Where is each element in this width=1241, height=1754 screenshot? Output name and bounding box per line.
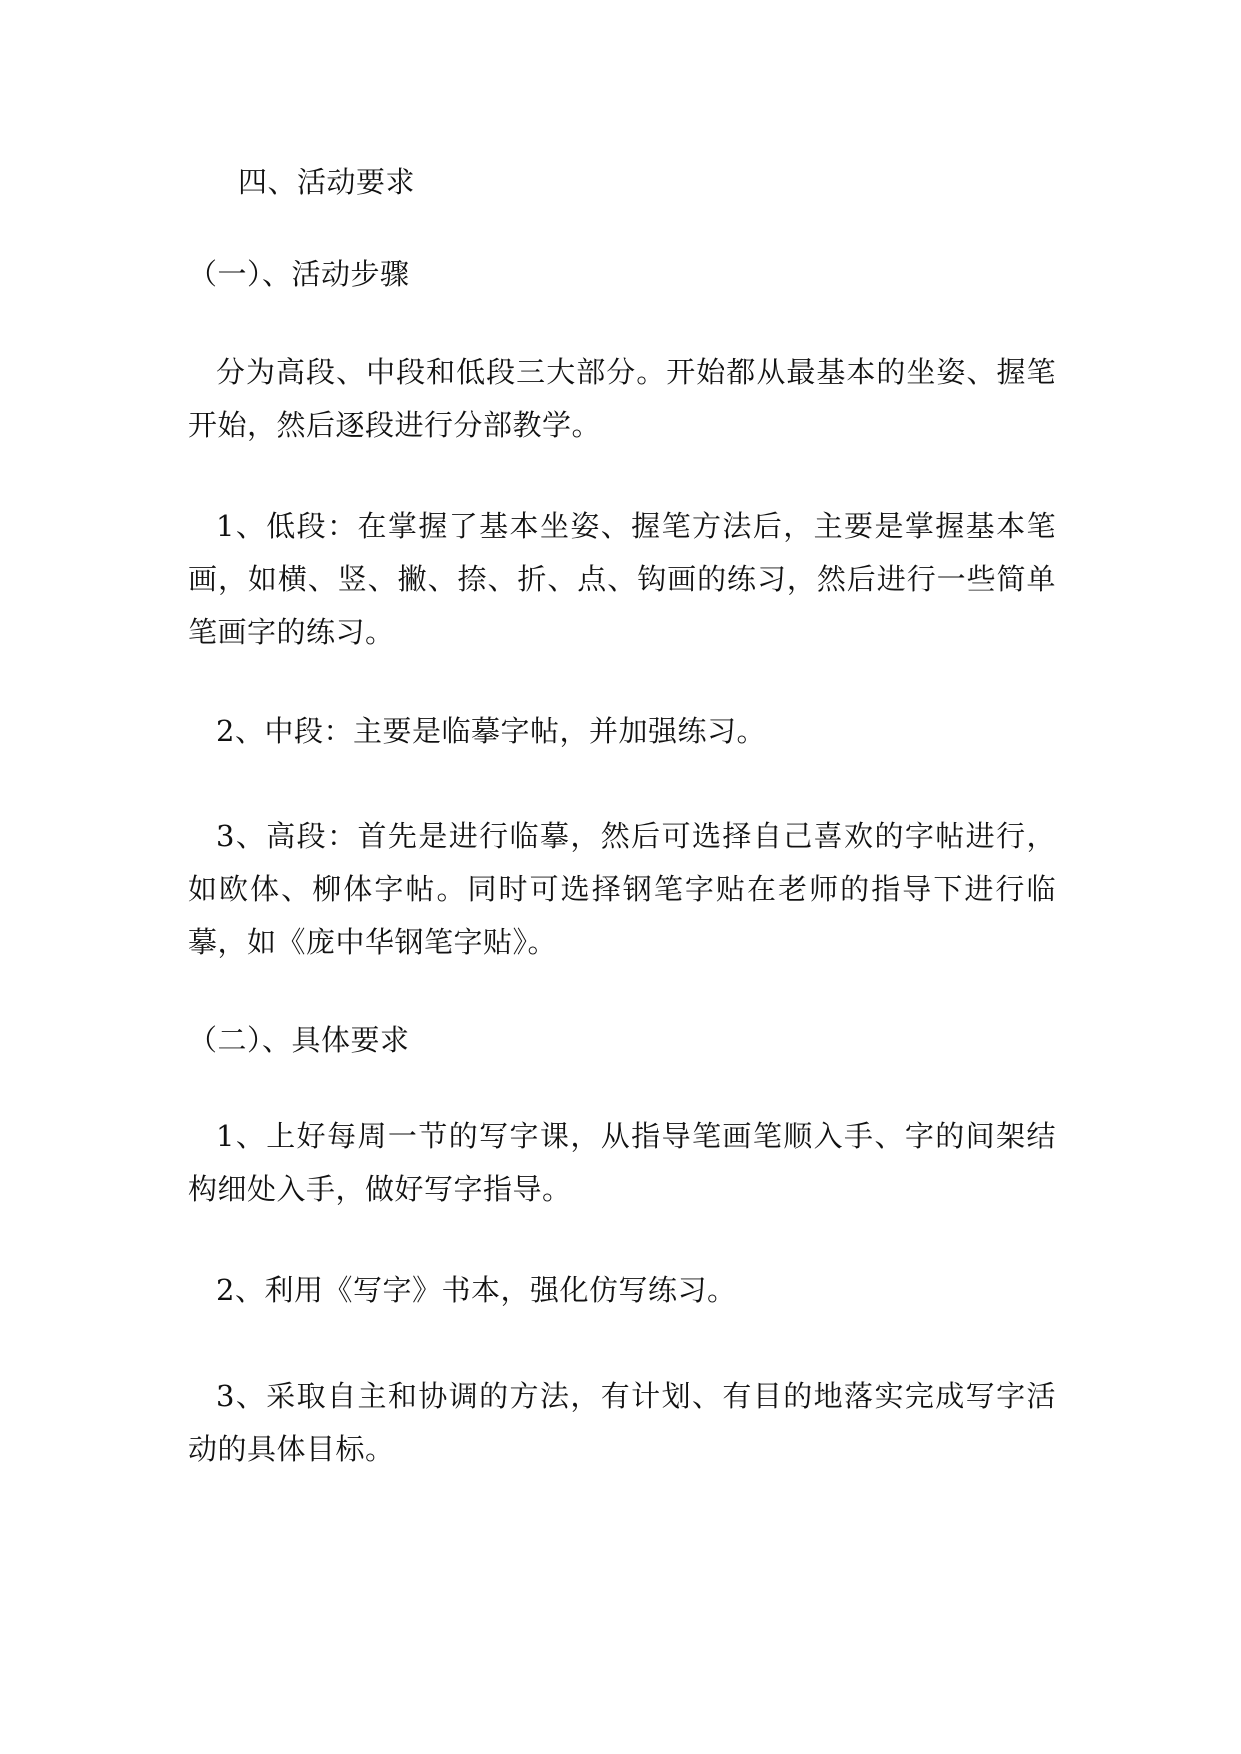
requirement-1-paragraph	[188, 1110, 1056, 1216]
subsection-title-steps: （一）、活动步骤	[188, 257, 410, 291]
requirement-1-text: 1、上好每周一节的写字课，从指导笔画笔顺入手、字的间架结构细处入手，做好写字指导。	[188, 1119, 1056, 1206]
step-high-paragraph	[188, 810, 1056, 969]
section-title: 四、活动要求	[238, 165, 416, 199]
requirement-2-text: 2、利用《写字》书本，强化仿写练习。	[216, 1273, 737, 1307]
subsection-title-requirements: （二）、具体要求	[188, 1023, 410, 1057]
requirement-2-paragraph	[188, 1264, 1056, 1317]
intro-paragraph	[188, 346, 1056, 452]
step-mid-paragraph	[188, 705, 1056, 758]
requirement-3-paragraph	[188, 1370, 1056, 1476]
step-mid-text: 2、中段：主要是临摹字帖，并加强练习。	[216, 714, 766, 748]
requirement-3-text: 3、采取自主和协调的方法，有计划、有目的地落实完成写字活动的具体目标。	[188, 1379, 1056, 1466]
step-high-text: 3、高段：首先是进行临摹，然后可选择自己喜欢的字帖进行，如欧体、柳体字帖。同时可选择钢笔字贴在老师的指导下进行临摹，如《庞中华钢笔字贴》。	[188, 819, 1056, 959]
step-low-text: 1、低段：在掌握了基本坐姿、握笔方法后，主要是掌握基本笔画，如横、竖、撇、捺、折、点、钩画的练习，然后进行一些简单笔画字的练习。	[188, 509, 1056, 649]
intro-text: 分为高段、中段和低段三大部分。开始都从最基本的坐姿、握笔开始，然后逐段进行分部教学。	[188, 355, 1056, 442]
step-low-paragraph	[188, 500, 1056, 659]
